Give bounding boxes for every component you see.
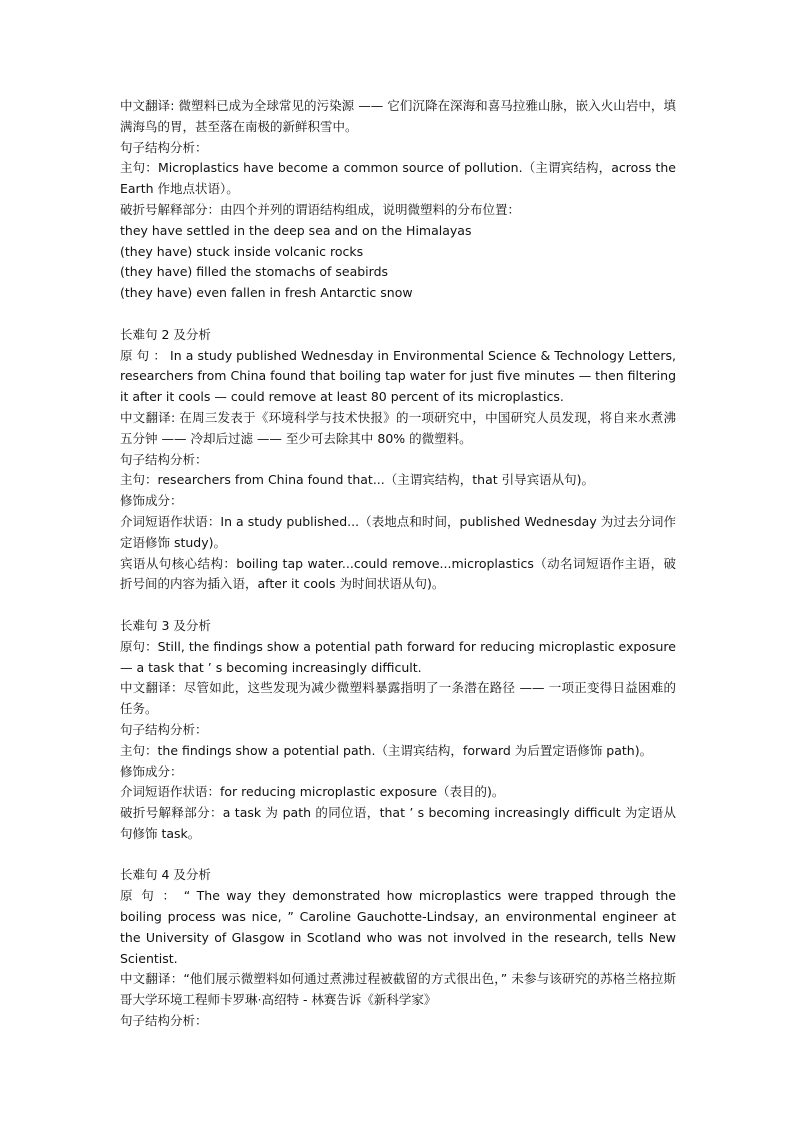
modifier-line: 宾语从句核心结构：boiling tap water...could remove...microplastics（动名词短语作主语，破折号间的内容为插入语，after it cools 为时间状语从句)。	[120, 555, 676, 592]
spacer	[120, 595, 676, 616]
original-sentence: 原句：Still, the findings show a potential path forward for reducing microplastic exposure — a task that ’ s becoming increasingly difficult.	[120, 638, 676, 675]
spacer	[120, 845, 676, 866]
main-clause-line: 主句：the findings show a potential path.（主谓宾结构，forward 为后置定语修饰 path)。	[120, 742, 653, 758]
section-4	[120, 865, 676, 1031]
translation-line: 中文翻译: 在周三发表于《环境科学与技术快报》的一项研究中，中国研究人员发现，将自来水煮沸五分钟 —— 冷却后过滤 —— 至少可去除其中 80% 的微塑料。	[120, 409, 676, 446]
translation-line: 中文翻译：尽管如此，这些发现为减少微塑料暴露指明了一条潜在路径 —— 一项正变得日益困难的任务。	[120, 680, 676, 717]
section-1	[120, 96, 676, 304]
original-sentence: 原 句 ： In a study published Wednesday in Environmental Science & Technology Letters, researchers from China found that boiling tap water for just five minutes — then filtering it after it cools — could remove at least 80 percent of its microplastics.	[120, 347, 676, 405]
translation-line: 中文翻译：“他们展示微塑料如何通过煮沸过程被截留的方式很出色，” 未参与该研究的苏格兰格拉斯哥大学环境工程师卡罗琳·高绍特 - 林赛告诉《新科学家》	[120, 971, 676, 1008]
dash-explanation-line: 破折号解释部分：由四个并列的谓语结构组成，说明微塑料的分布位置：	[120, 201, 521, 217]
modifier-line: 介词短语作状语：In a study published...（表地点和时间，published Wednesday 为过去分词作定语修饰 study)。	[120, 513, 676, 550]
translation-line: 中文翻译: 微塑料已成为全球常见的污染源 —— 它们沉降在深海和喜马拉雅山脉，嵌入火山岩中，填满海鸟的胃，甚至落在南极的新鲜积雪中。	[120, 98, 676, 134]
structure-label: 句子结构分析：	[120, 451, 208, 467]
dash-explanation-line: 破折号解释部分：a task 为 path 的同位语，that ’ s becoming increasingly difficult 为定语从句修饰 task。	[120, 805, 676, 841]
modifier-label: 修饰成分：	[120, 493, 183, 509]
predicate-item: (they have) filled the stomachs of seabirds	[120, 264, 389, 280]
main-clause-line: 主句：researchers from China found that...（主谓宾结构，that 引导宾语从句)。	[120, 472, 594, 488]
structure-label: 句子结构分析：	[120, 1013, 208, 1029]
section-heading: 长难句 4 及分析	[120, 867, 211, 883]
section-2	[120, 325, 676, 595]
section-3	[120, 616, 676, 845]
modifier-label: 修饰成分：	[120, 763, 183, 779]
modifier-line: 介词短语作状语：for reducing microplastic exposure（表目的)。	[120, 784, 505, 800]
predicate-item: they have settled in the deep sea and on the Himalayas	[120, 222, 472, 238]
main-clause-line: 主句：Microplastics have become a common source of pollution.（主谓宾结构，across the Earth 作地点状语）。	[120, 160, 676, 197]
predicate-item: (they have) stuck inside volcanic rocks	[120, 243, 364, 259]
structure-label: 句子结构分析：	[120, 721, 208, 737]
original-sentence: 原 句 ： “ The way they demonstrated how microplastics were trapped through the boiling process was nice, ” Caroline Gauchotte-Lindsay, an environmental engineer at the University of Glasgow in Scotland who was not involved in the research, tells New Scientist.	[120, 888, 676, 966]
section-heading: 长难句 2 及分析	[120, 326, 211, 342]
structure-label: 句子结构分析：	[120, 139, 208, 155]
predicate-item: (they have) even fallen in fresh Antarctic snow	[120, 285, 413, 301]
section-heading: 长难句 3 及分析	[120, 617, 211, 633]
document-page	[120, 96, 676, 1032]
spacer	[120, 304, 676, 325]
